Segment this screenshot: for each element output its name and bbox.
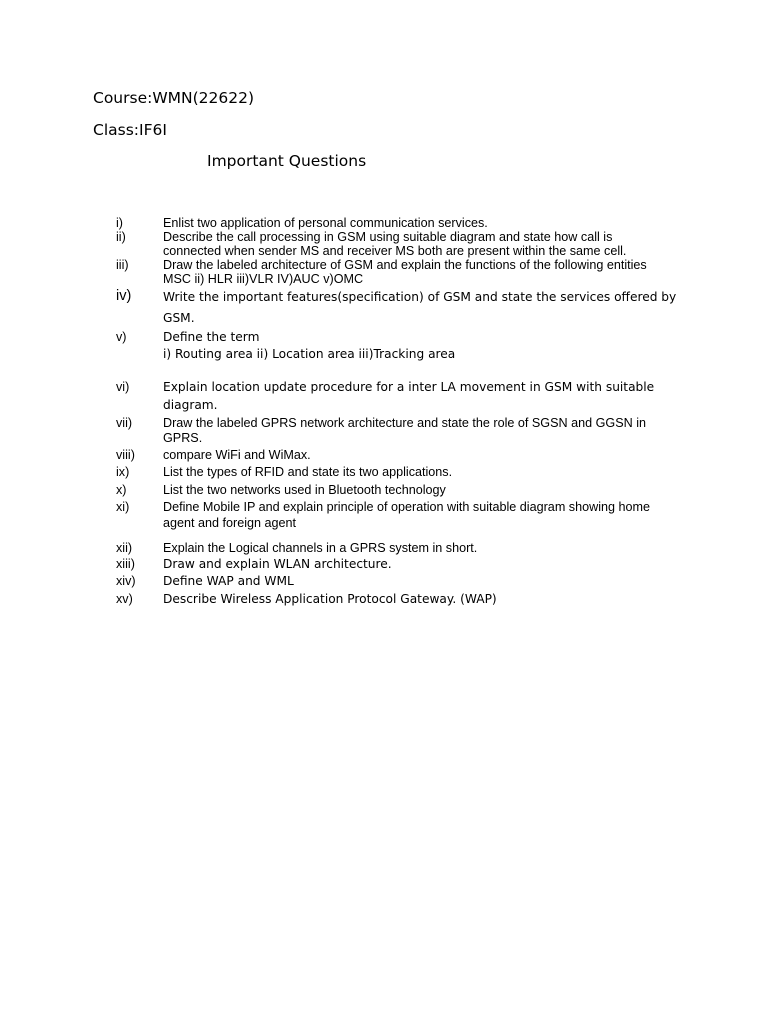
question-text: Draw the labeled architecture of GSM and explain the functions of the following entities <box>163 258 647 272</box>
question-number: viii) <box>116 448 135 462</box>
question-text: GSM. <box>163 311 195 325</box>
question-text: Draw and explain WLAN architecture. <box>163 557 392 571</box>
question-text: Describe the call processing in GSM using suitable diagram and state how call is <box>163 230 613 244</box>
class-line: Class:IF6I <box>93 121 167 139</box>
question-text: Draw the labeled GPRS network architecture and state the role of SGSN and GGSN in <box>163 416 646 430</box>
question-text: diagram. <box>163 398 218 412</box>
question-text: Write the important features(specification) of GSM and state the services offered by <box>163 290 677 304</box>
question-number: xii) <box>116 541 133 555</box>
question-number: vi) <box>116 380 130 394</box>
question-text: MSC ii) HLR iii)VLR IV)AUC v)OMC <box>163 272 364 286</box>
question-number: vii) <box>116 416 133 430</box>
question-text: Describe Wireless Application Protocol Gateway. (WAP) <box>163 592 497 606</box>
question-text: Explain the Logical channels in a GPRS system in short. <box>163 541 478 555</box>
question-text: Enlist two application of personal communication services. <box>163 216 488 230</box>
question-number: ix) <box>116 465 130 479</box>
question-text: Explain location update procedure for a inter LA movement in GSM with suitable <box>163 380 655 394</box>
course-line: Course:WMN(22622) <box>93 89 255 107</box>
question-text: GPRS. <box>163 431 203 445</box>
question-text: Define the term <box>163 330 260 344</box>
question-text: Define WAP and WML <box>163 574 294 588</box>
question-number: iv) <box>116 288 132 304</box>
question-number: x) <box>116 483 127 497</box>
question-number: xiii) <box>116 557 135 571</box>
question-number: v) <box>116 330 127 344</box>
question-text: connected when sender MS and receiver MS both are present within the same cell. <box>163 244 627 258</box>
question-number: ii) <box>116 230 126 244</box>
question-number: xi) <box>116 500 130 514</box>
question-text: List the two networks used in Bluetooth technology <box>163 483 446 497</box>
question-number: xiv) <box>116 574 136 588</box>
page-title: Important Questions <box>207 152 367 170</box>
question-text: agent and foreign agent <box>163 516 297 530</box>
question-number: iii) <box>116 258 129 272</box>
question-number: i) <box>116 216 123 230</box>
question-text: Define Mobile IP and explain principle of operation with suitable diagram showing home <box>163 500 651 514</box>
question-text: i) Routing area ii) Location area iii)Tracking area <box>163 347 456 361</box>
question-number: xv) <box>116 592 133 606</box>
question-text: List the types of RFID and state its two applications. <box>163 465 453 479</box>
question-text: compare WiFi and WiMax. <box>163 448 311 462</box>
